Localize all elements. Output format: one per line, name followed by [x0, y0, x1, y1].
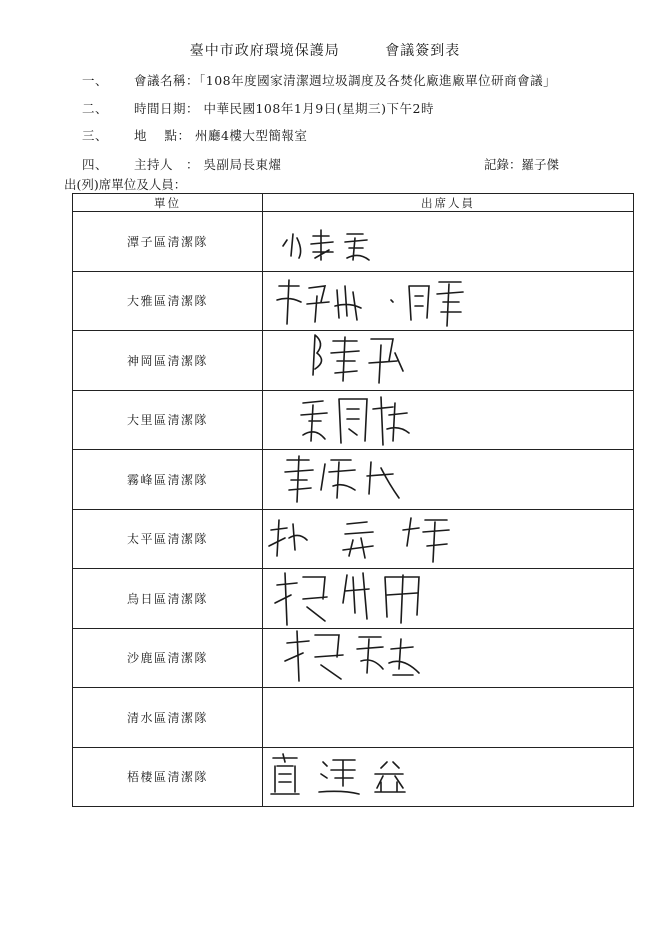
organization-name: 臺中市政府環境保護局: [189, 43, 340, 59]
signature-cell: [263, 331, 634, 391]
attendance-table: [72, 193, 634, 807]
item-number: 四、: [82, 157, 109, 172]
unit-name: 烏日區清潔隊: [73, 569, 263, 629]
meeting-name-line: [82, 71, 556, 89]
handwritten-signature: [263, 272, 633, 330]
document-title: [0, 40, 650, 60]
recorder: 記錄：羅子傑: [484, 157, 560, 172]
handwritten-signature: [263, 391, 633, 449]
unit-name: 沙鹿區清潔隊: [73, 628, 263, 688]
meeting-location: 地 點： 州廳4樓大型簡報室: [134, 128, 308, 143]
signature-cell: [263, 450, 634, 510]
signature-cell: [263, 628, 634, 688]
unit-name: 大里區清潔隊: [73, 390, 263, 450]
header-attendee: 出席人員: [263, 194, 634, 212]
item-number: 一、: [82, 73, 109, 88]
table-row: [73, 569, 634, 629]
handwritten-signature: [263, 569, 633, 627]
handwritten-signature: [263, 629, 633, 687]
table-row: [73, 212, 634, 272]
attendees-label: 出(列)席單位及人員：: [64, 177, 187, 192]
header-unit: 單位: [73, 194, 263, 212]
meeting-host: 主持人 ： 吳副局長東燿: [134, 157, 282, 172]
table-row: [73, 509, 634, 569]
table-row: [73, 271, 634, 331]
unit-name: 大雅區清潔隊: [73, 271, 263, 331]
meeting-time-line: [82, 99, 434, 117]
unit-name: 梧棲區清潔隊: [73, 747, 263, 807]
table-row: [73, 628, 634, 688]
meeting-time: 時間日期： 中華民國108年1月9日(星期三)下午2時: [134, 101, 434, 116]
table-row: [73, 747, 634, 807]
meeting-location-line: [82, 126, 307, 144]
unit-name: 太平區清潔隊: [73, 509, 263, 569]
handwritten-signature: [263, 510, 633, 568]
signature-cell: [263, 271, 634, 331]
item-number: 三、: [82, 128, 109, 143]
table-row: [73, 390, 634, 450]
handwritten-signature: [263, 748, 633, 806]
signature-cell: [263, 212, 634, 272]
meeting-name: 會議名稱：「108年度國家清潔週垃圾調度及各焚化廠進廠單位研商會議」: [134, 73, 557, 88]
unit-name: 神岡區清潔隊: [73, 331, 263, 391]
signature-cell: [263, 569, 634, 629]
meeting-host-line: [82, 155, 281, 173]
unit-name: 潭子區清潔隊: [73, 212, 263, 272]
handwritten-signature: [263, 331, 633, 389]
signature-cell: [263, 688, 634, 748]
signature-cell: [263, 390, 634, 450]
signature-cell: [263, 747, 634, 807]
table-row: [73, 450, 634, 510]
item-number: 二、: [82, 101, 109, 116]
document-type: 會議簽到表: [385, 43, 461, 59]
handwritten-signature: [263, 450, 633, 508]
unit-name: 清水區清潔隊: [73, 688, 263, 748]
table-header-row: [73, 194, 634, 212]
table-row: [73, 688, 634, 748]
table-row: [73, 331, 634, 391]
unit-name: 霧峰區清潔隊: [73, 450, 263, 510]
handwritten-signature: [263, 212, 633, 270]
signature-cell: [263, 509, 634, 569]
